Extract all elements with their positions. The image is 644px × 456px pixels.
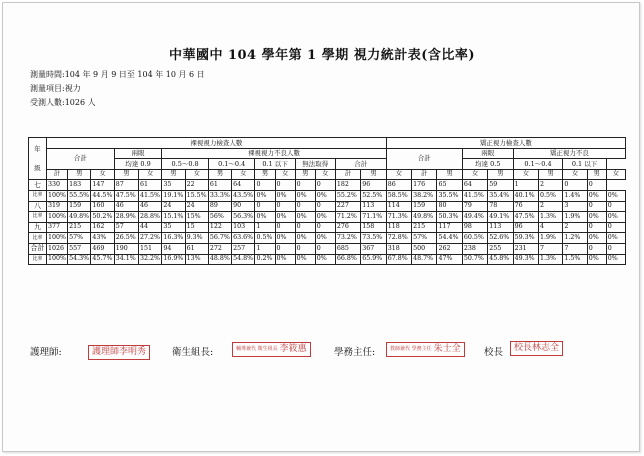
col-header-female: 女 xyxy=(185,169,208,180)
stamp-name: 李筱惠 xyxy=(279,344,307,354)
ratio-cell: 54.4% xyxy=(437,233,462,244)
col-header-count: 計 xyxy=(335,169,360,180)
ratio-cell: 1.5% xyxy=(563,254,587,265)
count-cell: 0 xyxy=(606,222,625,233)
count-cell: 262 xyxy=(437,243,462,254)
col-header-male: 男 xyxy=(488,169,513,180)
count-cell: 80 xyxy=(437,201,462,212)
ratio-row xyxy=(29,212,626,223)
ratio-cell: 34.1% xyxy=(114,254,138,265)
count-cell: 0 xyxy=(275,201,295,212)
count-cell: 2 xyxy=(563,222,587,233)
ratio-cell: 45.7% xyxy=(91,254,114,265)
ratio-cell: 71.3% xyxy=(386,212,411,223)
corrected-range-01-04-header: 0.1～0.4 xyxy=(513,159,563,170)
ratio-cell: 71.1% xyxy=(361,212,386,223)
count-cell: 557 xyxy=(68,243,91,254)
count-cell: 65 xyxy=(437,180,462,191)
ratio-cell: 0% xyxy=(275,254,295,265)
count-cell: 114 xyxy=(386,201,411,212)
ratio-cell: 0% xyxy=(275,212,295,223)
ratio-cell: 0% xyxy=(606,190,625,201)
academic-director-stamp xyxy=(386,342,465,357)
ratio-cell: 52.6% xyxy=(488,233,513,244)
ratio-cell: 56.7% xyxy=(208,233,231,244)
ratio-cell: 55.2% xyxy=(335,190,360,201)
ratio-cell: 73.2% xyxy=(335,233,360,244)
count-cell: 0 xyxy=(563,180,587,191)
ratio-cell: 0% xyxy=(255,190,275,201)
count-cell: 0 xyxy=(315,201,335,212)
ratio-cell: 49.3% xyxy=(513,254,538,265)
count-cell: 76 xyxy=(513,201,538,212)
col-header-female: 女 xyxy=(386,169,411,180)
ratio-row xyxy=(29,254,626,265)
count-cell: 160 xyxy=(91,201,114,212)
count-cell: 46 xyxy=(114,201,138,212)
grade-header: 年 級 xyxy=(29,138,47,180)
count-cell: 0 xyxy=(315,222,335,233)
ratio-cell: 0% xyxy=(606,212,625,223)
ratio-cell: 67.8% xyxy=(386,254,411,265)
count-cell: 0 xyxy=(606,201,625,212)
count-cell: 0 xyxy=(587,201,606,212)
count-cell: 147 xyxy=(91,180,114,191)
ratio-cell: 58.5% xyxy=(386,190,411,201)
ratio-cell: 100% xyxy=(46,212,67,223)
ratio-cell: 0% xyxy=(587,212,606,223)
stamp-title: 輔導兼代 衛生組長 xyxy=(236,345,278,352)
count-cell: 255 xyxy=(488,243,513,254)
range-01-04-header: 0.1～0.4 xyxy=(208,159,255,170)
ratio-cell: 43.5% xyxy=(232,190,255,201)
ratio-cell: 41.5% xyxy=(462,190,487,201)
naked-total-header: 合計 xyxy=(46,148,114,169)
naked-both-eyes-header: 兩眼 xyxy=(114,148,162,159)
count-cell: 64 xyxy=(462,180,487,191)
col-header-male: 男 xyxy=(68,169,91,180)
count-cell: 1 xyxy=(255,222,275,233)
ratio-cell: 43% xyxy=(91,233,114,244)
count-cell: 22 xyxy=(185,180,208,191)
count-cell: 0 xyxy=(275,180,295,191)
col-header-female: 女 xyxy=(513,169,538,180)
corrected-poor-header: 矯正視力不良 xyxy=(513,148,625,159)
ratio-cell: 60.5% xyxy=(462,233,487,244)
ratio-cell: 44.5% xyxy=(91,190,114,201)
count-cell: 90 xyxy=(232,201,255,212)
ratio-cell: 32.2% xyxy=(139,254,162,265)
count-cell: 0 xyxy=(275,222,295,233)
col-header-male: 男 xyxy=(255,169,275,180)
count-cell: 103 xyxy=(232,222,255,233)
count-cell: 272 xyxy=(208,243,231,254)
ratio-cell: 47.5% xyxy=(114,190,138,201)
count-cell: 367 xyxy=(361,243,386,254)
ratio-cell: 0% xyxy=(295,190,315,201)
ratio-cell: 16.9% xyxy=(162,254,185,265)
col-header-male: 男 xyxy=(162,169,185,180)
ratio-cell: 56.3% xyxy=(232,212,255,223)
ratio-cell: 27.2% xyxy=(139,233,162,244)
ratio-cell: 0% xyxy=(315,233,335,244)
ratio-cell: 66.8% xyxy=(335,254,360,265)
ratio-cell: 47% xyxy=(437,254,462,265)
ratio-cell: 15.5% xyxy=(185,190,208,201)
ratio-cell: 13% xyxy=(185,254,208,265)
count-cell: 15 xyxy=(185,222,208,233)
ratio-cell: 1.4% xyxy=(563,190,587,201)
count-cell: 162 xyxy=(91,222,114,233)
count-row xyxy=(29,222,626,233)
col-header-female: 女 xyxy=(139,169,162,180)
count-cell: 0 xyxy=(255,201,275,212)
count-cell: 276 xyxy=(335,222,360,233)
count-cell: 79 xyxy=(462,201,487,212)
ratio-label: 比率 xyxy=(29,212,47,223)
health-leader-stamp xyxy=(232,342,311,357)
corrected-both-avg-header: 均達 0.5 xyxy=(462,159,513,170)
count-cell: 94 xyxy=(162,243,185,254)
stamp-name: 朱士全 xyxy=(433,344,461,354)
ratio-cell: 9.3% xyxy=(185,233,208,244)
count-cell: 0 xyxy=(295,201,315,212)
col-header-female: 女 xyxy=(563,169,587,180)
col-header-male: 男 xyxy=(539,169,563,180)
count-cell: 1 xyxy=(255,243,275,254)
ratio-label: 比率 xyxy=(29,254,47,265)
ratio-cell: 0% xyxy=(315,254,335,265)
count-cell: 24 xyxy=(162,201,185,212)
count-cell: 61 xyxy=(185,243,208,254)
count-cell: 89 xyxy=(208,201,231,212)
group-corrected-header: 矯正視力檢查人數 xyxy=(386,138,625,149)
col-header-female: 女 xyxy=(232,169,255,180)
count-cell: 0 xyxy=(606,243,625,254)
count-cell: 159 xyxy=(412,201,437,212)
count-cell: 59 xyxy=(488,180,513,191)
count-cell: 469 xyxy=(91,243,114,254)
ratio-cell: 49.4% xyxy=(462,212,487,223)
count-cell: 4 xyxy=(539,222,563,233)
col-header-male: 男 xyxy=(208,169,231,180)
count-cell: 96 xyxy=(361,180,386,191)
ratio-cell: 15% xyxy=(185,212,208,223)
ratio-cell: 49.8% xyxy=(412,212,437,223)
stamp-title: 教師兼代 學務主任 xyxy=(390,345,432,352)
col-header-male: 男 xyxy=(587,169,606,180)
ratio-cell: 48.7% xyxy=(412,254,437,265)
count-cell: 35 xyxy=(162,180,185,191)
count-cell: 330 xyxy=(46,180,67,191)
count-row xyxy=(29,180,626,191)
count-cell: 96 xyxy=(513,222,538,233)
ratio-cell: 45.8% xyxy=(488,254,513,265)
ratio-cell: 15.1% xyxy=(162,212,185,223)
ratio-cell: 1.9% xyxy=(563,212,587,223)
ratio-cell: 49.1% xyxy=(488,212,513,223)
col-header-female: 女 xyxy=(462,169,487,180)
ratio-cell: 0% xyxy=(295,233,315,244)
count-cell: 87 xyxy=(114,180,138,191)
ratio-label: 比率 xyxy=(29,190,47,201)
ratio-cell: 0% xyxy=(295,254,315,265)
ratio-cell: 72.8% xyxy=(386,233,411,244)
col-header-female: 女 xyxy=(606,169,625,180)
meta-measure-time xyxy=(30,70,205,80)
ratio-cell: 56% xyxy=(208,212,231,223)
ratio-cell: 0% xyxy=(587,254,606,265)
ratio-cell: 57% xyxy=(412,233,437,244)
count-cell: 319 xyxy=(46,201,67,212)
count-cell: 0 xyxy=(315,180,335,191)
ratio-cell: 100% xyxy=(46,233,67,244)
count-cell: 86 xyxy=(386,180,411,191)
ratio-cell: 50.3% xyxy=(437,212,462,223)
count-cell: 0 xyxy=(275,243,295,254)
ratio-cell: 28.9% xyxy=(114,212,138,223)
count-cell: 0 xyxy=(587,180,606,191)
count-cell: 0 xyxy=(295,243,315,254)
meta-value: 視力 xyxy=(64,84,81,93)
count-cell: 159 xyxy=(68,201,91,212)
ratio-cell: 1.9% xyxy=(539,233,563,244)
ratio-cell: 35.4% xyxy=(488,190,513,201)
ratio-cell: 0% xyxy=(315,190,335,201)
count-cell: 78 xyxy=(488,201,513,212)
grade-label: 合計 xyxy=(30,244,45,253)
count-cell: 57 xyxy=(114,222,138,233)
ratio-cell: 28.8% xyxy=(139,212,162,223)
count-cell: 500 xyxy=(412,243,437,254)
naked-subtotal-header: 合計 xyxy=(335,159,386,170)
ratio-cell: 55.5% xyxy=(68,190,91,201)
ratio-cell: 41.5% xyxy=(139,190,162,201)
ratio-cell: 71.2% xyxy=(335,212,360,223)
ratio-cell: 54.8% xyxy=(232,254,255,265)
ratio-label: 比率 xyxy=(29,233,47,244)
ratio-cell: 0% xyxy=(275,190,295,201)
ratio-cell: 49.8% xyxy=(68,212,91,223)
meta-measure-item xyxy=(30,84,81,94)
count-cell: 0 xyxy=(587,222,606,233)
corrected-total-header: 合計 xyxy=(386,148,462,169)
meta-label: 測量時間: xyxy=(30,70,65,79)
count-cell: 377 xyxy=(46,222,67,233)
academic-director-signature-label: 學務主任: xyxy=(334,347,376,358)
col-header-male: 男 xyxy=(114,169,138,180)
count-cell: 176 xyxy=(412,180,437,191)
ratio-cell: 100% xyxy=(46,254,67,265)
count-cell: 215 xyxy=(412,222,437,233)
count-cell: 113 xyxy=(361,201,386,212)
ratio-cell: 50.7% xyxy=(462,254,487,265)
ratio-row xyxy=(29,233,626,244)
ratio-cell: 100% xyxy=(46,190,67,201)
count-cell: 98 xyxy=(462,222,487,233)
health-leader-signature-label: 衛生組長: xyxy=(172,347,214,358)
count-cell: 1026 xyxy=(46,243,67,254)
ratio-cell: 19.1% xyxy=(162,190,185,201)
count-cell: 122 xyxy=(208,222,231,233)
count-cell: 1 xyxy=(513,180,538,191)
meta-tested-count xyxy=(30,98,96,108)
count-cell: 238 xyxy=(462,243,487,254)
grade-label: 八 xyxy=(29,201,47,212)
count-cell: 64 xyxy=(232,180,255,191)
col-header-male: 男 xyxy=(437,169,462,180)
ratio-cell: 63.6% xyxy=(232,233,255,244)
count-cell: 3 xyxy=(563,201,587,212)
naked-poor-header: 裸視視力不良人數 xyxy=(162,148,386,159)
count-cell: 318 xyxy=(386,243,411,254)
nurse-stamp: 護理師李明秀 xyxy=(88,345,150,360)
ratio-cell: 1.2% xyxy=(563,233,587,244)
count-cell: 44 xyxy=(139,222,162,233)
naked-both-avg-header: 均達 0.9 xyxy=(114,159,162,170)
count-cell: 257 xyxy=(232,243,255,254)
document-title: 中華國中 104 學年第 1 學期 視力統計表(含比率) xyxy=(168,48,476,63)
ratio-cell: 54.3% xyxy=(68,254,91,265)
count-cell: 227 xyxy=(335,201,360,212)
count-cell: 183 xyxy=(68,180,91,191)
corrected-both-eyes-header: 兩眼 xyxy=(462,148,513,159)
cannot-measure-header: 無法取得 xyxy=(295,159,335,170)
ratio-cell: 59.3% xyxy=(513,233,538,244)
nurse-signature-label: 護理師: xyxy=(30,347,62,358)
count-cell: 0 xyxy=(587,243,606,254)
ratio-cell: 33.3% xyxy=(208,190,231,201)
ratio-cell: 0% xyxy=(275,233,295,244)
ratio-cell: 47.5% xyxy=(513,212,538,223)
ratio-cell: 1.3% xyxy=(539,212,563,223)
ratio-cell: 0% xyxy=(295,212,315,223)
ratio-cell: 16.3% xyxy=(162,233,185,244)
col-header-male: 男 xyxy=(361,169,386,180)
range-01-below-header: 0.1 以下 xyxy=(255,159,295,170)
count-cell: 61 xyxy=(208,180,231,191)
ratio-cell: 0.2% xyxy=(255,254,275,265)
count-cell: 182 xyxy=(335,180,360,191)
range-05-08-header: 0.5～0.8 xyxy=(162,159,209,170)
grade-label: 七 xyxy=(29,180,47,191)
ratio-cell: 0% xyxy=(606,254,625,265)
ratio-cell: 0% xyxy=(587,190,606,201)
col-header-female: 女 xyxy=(275,169,295,180)
ratio-cell: 0% xyxy=(315,212,335,223)
ratio-cell: 48.8% xyxy=(208,254,231,265)
count-cell: 118 xyxy=(386,222,411,233)
count-cell: 0 xyxy=(315,243,335,254)
ratio-cell: 26.5% xyxy=(114,233,138,244)
col-header-count: 計 xyxy=(412,169,437,180)
ratio-cell: 38.2% xyxy=(412,190,437,201)
count-cell: 7 xyxy=(539,243,563,254)
ratio-cell: 0.5% xyxy=(255,233,275,244)
ratio-cell: 0% xyxy=(606,233,625,244)
vision-stats-table xyxy=(28,137,626,265)
ratio-row xyxy=(29,190,626,201)
ratio-cell: 57% xyxy=(68,233,91,244)
ratio-cell: 1.3% xyxy=(539,254,563,265)
count-cell: 190 xyxy=(114,243,138,254)
count-cell: 2 xyxy=(539,180,563,191)
count-cell: 46 xyxy=(139,201,162,212)
count-cell: 231 xyxy=(513,243,538,254)
count-cell: 0 xyxy=(295,180,315,191)
principal-stamp: 校長林志全 xyxy=(510,341,563,356)
ratio-cell: 35.5% xyxy=(437,190,462,201)
count-row xyxy=(29,201,626,212)
col-header-count: 計 xyxy=(46,169,67,180)
col-header-male: 男 xyxy=(295,169,315,180)
meta-value: 1026 人 xyxy=(64,98,96,107)
count-cell: 151 xyxy=(139,243,162,254)
col-header-female: 女 xyxy=(91,169,114,180)
col-header-female: 女 xyxy=(315,169,335,180)
ratio-cell: 65.9% xyxy=(361,254,386,265)
meta-label: 受測人數: xyxy=(30,98,65,107)
principal-signature-label: 校長 xyxy=(484,347,504,358)
count-cell: 24 xyxy=(185,201,208,212)
count-cell: 158 xyxy=(361,222,386,233)
group-naked-header: 裸視視力檢查人數 xyxy=(46,138,386,149)
count-row xyxy=(29,243,626,254)
meta-value: 104 年 9 月 9 日至 104 年 10 月 6 日 xyxy=(64,70,205,79)
meta-label: 測量項目: xyxy=(30,84,65,93)
count-cell: 113 xyxy=(488,222,513,233)
count-cell: 215 xyxy=(68,222,91,233)
ratio-cell: 0% xyxy=(587,233,606,244)
ratio-cell: 0.5% xyxy=(539,190,563,201)
ratio-cell: 50.2% xyxy=(91,212,114,223)
ratio-cell: 52.5% xyxy=(361,190,386,201)
count-cell: 117 xyxy=(437,222,462,233)
count-cell: 0 xyxy=(255,180,275,191)
count-cell: 35 xyxy=(162,222,185,233)
ratio-cell: 0% xyxy=(255,212,275,223)
ratio-cell: 73.5% xyxy=(361,233,386,244)
count-cell: 0 xyxy=(295,222,315,233)
ratio-cell: 40.1% xyxy=(513,190,538,201)
count-cell: 2 xyxy=(539,201,563,212)
count-cell: 61 xyxy=(139,180,162,191)
count-cell: 685 xyxy=(335,243,360,254)
corrected-range-01-below-header: 0.1 以下 xyxy=(563,159,606,170)
count-cell: 7 xyxy=(563,243,587,254)
grade-label: 九 xyxy=(29,222,47,233)
